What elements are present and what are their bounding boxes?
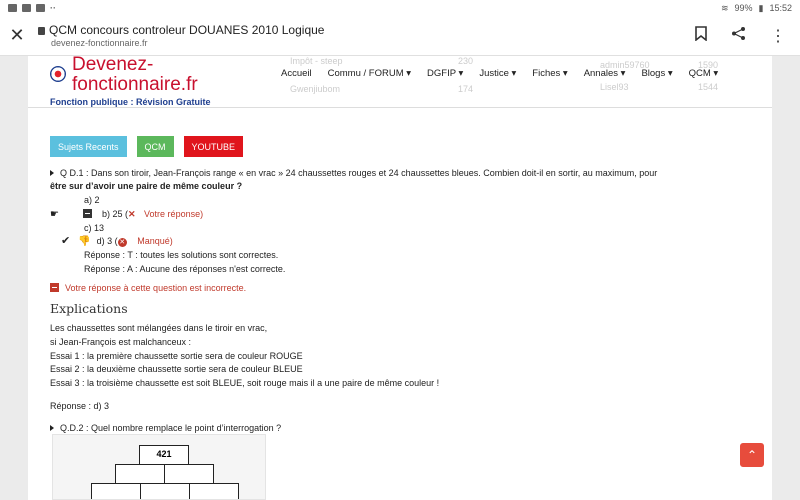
reponse-t: Réponse : T : toutes les solutions sont correctes. (84, 250, 279, 260)
x-circle-icon: ✕ (119, 239, 126, 246)
reponse-a: Réponse : A : Aucune des réponses n'est correcte. (84, 264, 286, 274)
minus-square-icon (50, 283, 59, 292)
battery-icon: ▮ (758, 2, 764, 13)
nav-forum[interactable]: Commu / FORUM ▾ (327, 68, 412, 79)
pointing-hand-icon: ☛ (50, 209, 59, 220)
close-icon[interactable]: ✕ (9, 25, 25, 45)
url-info[interactable] (38, 23, 324, 48)
explanation-answer: Réponse : d) 3 (50, 401, 110, 411)
scroll-to-top-button[interactable]: ⌃ (740, 443, 764, 467)
main-nav (281, 68, 718, 79)
page-title: QCM concours controleur DOUANES 2010 Logique (49, 23, 325, 37)
ghost-text: Lisel93 (600, 82, 629, 92)
result-message: Votre réponse à cette question est incorrecte. (50, 282, 246, 295)
explanation-line: si Jean-François est malchanceux : (50, 337, 192, 347)
check-icon: ✔ (61, 235, 71, 247)
pyramid-cell (140, 483, 190, 500)
explanations-heading: Explications (50, 301, 128, 316)
explanation-line: Essai 2 : la deuxième chaussette sortie sera de couleur BLEUE (50, 364, 303, 374)
nav-justice[interactable]: Justice ▾ (479, 68, 517, 79)
answer-b: ☛ b) 25 (✕ Votre réponse) (50, 209, 204, 220)
question-text: Q D.1 : Dans son tiroir, Jean-François range « en vrac » 24 chaussettes rouges et 24 chaussettes bleues. Combien doit-il en sortir, au maximum, pour (60, 168, 658, 178)
bookmark-icon[interactable] (695, 26, 707, 46)
notification-icons: ·· (8, 3, 56, 13)
pyramid-top-cell: 421 (139, 445, 189, 465)
ghost-text: admin59760 (600, 60, 650, 70)
pyramid-cell (189, 483, 239, 500)
battery-level: 99% (734, 3, 753, 13)
ghost-text: Gwenjiubom (290, 84, 341, 94)
ghost-text: Impôt - steep (290, 56, 343, 66)
brand-name: Devenez- fonctionnaire.fr (72, 54, 198, 95)
browser-toolbar (0, 16, 800, 56)
caret-right-icon[interactable] (50, 425, 54, 431)
caret-right-icon[interactable] (50, 170, 54, 176)
question-2: Q.D.2 : Quel nombre remplace le point d’interrogation ? (50, 422, 281, 435)
answer-c: c) 13 (84, 223, 105, 233)
notification-icon (36, 4, 45, 12)
cross-icon: ✕ (127, 209, 136, 219)
site-header (28, 56, 772, 108)
missed-note: Manqué) (137, 236, 173, 246)
pyramid-cell (91, 483, 141, 500)
nav-fiches[interactable]: Fiches ▾ (532, 68, 568, 79)
ghost-text: 230 (458, 56, 474, 66)
nav-qcm[interactable]: QCM ▾ (688, 68, 719, 79)
recent-topics-button[interactable]: Sujets Recents (50, 136, 127, 157)
answer-a: a) 2 (84, 195, 100, 205)
page-url: devenez-fonctionnaire.fr (51, 38, 148, 48)
youtube-button[interactable]: YOUTUBE (184, 136, 244, 157)
minus-square-icon (83, 209, 92, 218)
tagline: Fonction publique : Révision Gratuite (50, 97, 211, 107)
status-bar (0, 0, 800, 16)
number-pyramid (52, 434, 266, 500)
notification-icon (8, 4, 17, 12)
main-content (28, 108, 772, 500)
pyramid-cell (115, 464, 165, 484)
pyramid-cell (164, 464, 214, 484)
thumbs-down-icon: 👎 (78, 236, 91, 247)
explanation-line: Essai 3 : la troisième chaussette est soit BLEUE, soit rouge mais il a une paire de même couleur ! (50, 378, 440, 388)
notification-icon (22, 4, 31, 12)
share-icon[interactable] (731, 26, 746, 46)
nav-dgfip[interactable]: DGFIP ▾ (427, 68, 464, 79)
nav-annales[interactable]: Annales ▾ (583, 68, 626, 79)
answer-d: ✔ 👎 d) 3 ( ✕ Manqué) (61, 235, 173, 247)
ghost-text: 1544 (698, 82, 719, 92)
ghost-text: 1590 (698, 60, 719, 70)
your-answer-note: Votre réponse) (144, 209, 204, 219)
nav-accueil[interactable]: Accueil (281, 68, 312, 79)
qcm-button[interactable]: QCM (137, 136, 174, 157)
clock: 15:52 (769, 3, 792, 13)
more-options-icon[interactable]: ⋮ (770, 27, 786, 45)
wifi-icon: ≋ (720, 2, 729, 13)
question-1 (50, 167, 750, 193)
question-text-bold: être sur d’avoir une paire de même couleur ? (50, 181, 243, 191)
nav-blogs[interactable]: Blogs ▾ (641, 68, 673, 79)
explanation-line: Essai 1 : la première chaussette sortie sera de couleur ROUGE (50, 351, 303, 361)
cocarde-icon (50, 66, 66, 82)
explanation-line: Les chaussettes sont mélangées dans le tiroir en vrac, (50, 323, 268, 333)
ghost-text: 174 (458, 84, 474, 94)
lock-icon (38, 27, 45, 35)
